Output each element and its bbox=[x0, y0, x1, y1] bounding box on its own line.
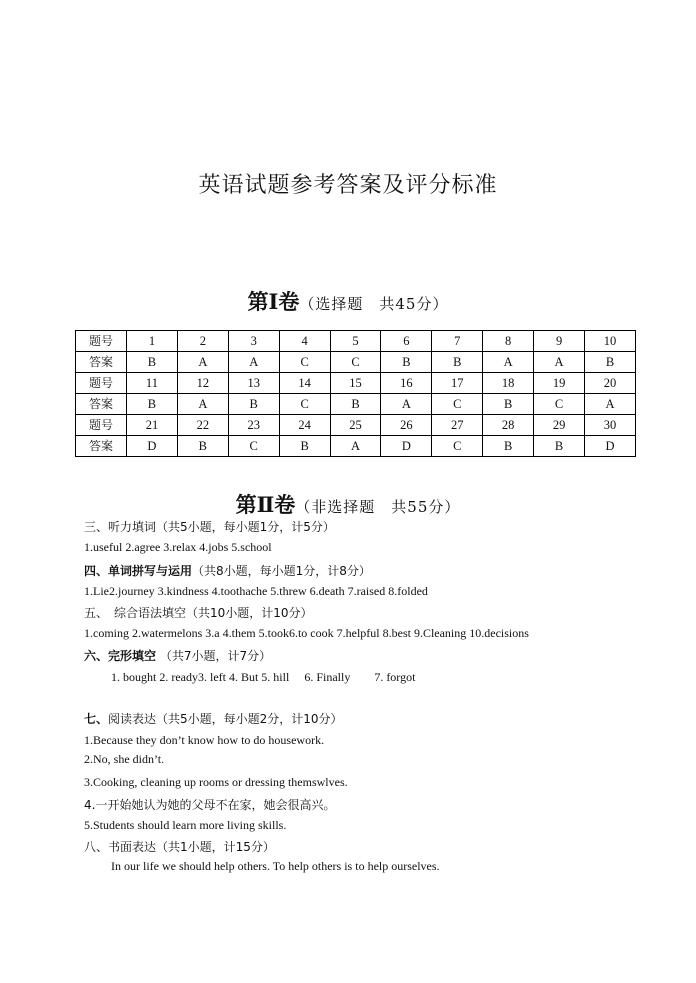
table-row bbox=[76, 394, 636, 415]
section-6-answers: 1. bought 2. ready3. left 4. But 5. hill 6. Finally 7. forgot bbox=[111, 670, 416, 684]
table-cell: 21 bbox=[127, 415, 178, 436]
table-cell: 24 bbox=[279, 415, 330, 436]
table-cell: 7 bbox=[432, 331, 483, 352]
table-cell: 3 bbox=[228, 331, 279, 352]
table-cell: C bbox=[432, 436, 483, 457]
table-row bbox=[76, 436, 636, 457]
table-cell: 28 bbox=[483, 415, 534, 436]
table-cell: D bbox=[381, 436, 432, 457]
table-cell: 20 bbox=[585, 373, 636, 394]
table-cell: B bbox=[381, 352, 432, 373]
table-cell: 2 bbox=[177, 331, 228, 352]
table-cell: D bbox=[127, 436, 178, 457]
table-cell: 1 bbox=[127, 331, 178, 352]
section-7-answer-4: 4.一开始她认为她的父母不在家，她会很高兴。 bbox=[84, 798, 336, 812]
table-cell: B bbox=[534, 436, 585, 457]
table-cell: A bbox=[228, 352, 279, 373]
table-cell: B bbox=[127, 352, 178, 373]
answer-table bbox=[75, 330, 636, 457]
section-3-heading: 三、听力填词（共5小题，每小题1分，计5分） bbox=[84, 520, 335, 534]
table-cell: 11 bbox=[127, 373, 178, 394]
table-cell: C bbox=[228, 436, 279, 457]
table-row bbox=[76, 373, 636, 394]
row-label: 答案 bbox=[76, 352, 127, 373]
table-cell: 14 bbox=[279, 373, 330, 394]
table-cell: B bbox=[228, 394, 279, 415]
table-cell: C bbox=[330, 352, 381, 373]
row-label: 答案 bbox=[76, 394, 127, 415]
table-row bbox=[76, 331, 636, 352]
table-cell: 27 bbox=[432, 415, 483, 436]
table-cell: 16 bbox=[381, 373, 432, 394]
row-label: 题号 bbox=[76, 415, 127, 436]
table-cell: 22 bbox=[177, 415, 228, 436]
table-cell: B bbox=[279, 436, 330, 457]
part1-note: （选择题 共45分） bbox=[299, 295, 449, 313]
row-label: 答案 bbox=[76, 436, 127, 457]
part1-heading bbox=[0, 286, 696, 316]
section-7-answer-3: 3.Cooking, cleaning up rooms or dressing themswlves. bbox=[84, 775, 348, 789]
section-5-heading: 五、 综合语法填空（共10小题，计10分） bbox=[84, 606, 313, 620]
table-row bbox=[76, 415, 636, 436]
section-7-heading bbox=[84, 710, 343, 727]
table-cell: 26 bbox=[381, 415, 432, 436]
section-3-answers: 1.useful 2.agree 3.relax 4.jobs 5.school bbox=[84, 540, 272, 554]
table-cell: A bbox=[177, 352, 228, 373]
table-cell: B bbox=[330, 394, 381, 415]
table-cell: 13 bbox=[228, 373, 279, 394]
table-cell: 25 bbox=[330, 415, 381, 436]
section-4-answers: 1.Lie2.journey 3.kindness 4.toothache 5.threw 6.death 7.raised 8.folded bbox=[84, 584, 428, 598]
section-4-heading-text: （共8小题，每小题1分，计8分） bbox=[192, 564, 371, 578]
section-6-heading bbox=[84, 647, 271, 664]
table-cell: 12 bbox=[177, 373, 228, 394]
table-cell: B bbox=[483, 436, 534, 457]
table-cell: 5 bbox=[330, 331, 381, 352]
table-cell: 15 bbox=[330, 373, 381, 394]
section-4-number: 四、单词拼写与运用 bbox=[84, 564, 193, 578]
table-cell: 8 bbox=[483, 331, 534, 352]
table-cell: 17 bbox=[432, 373, 483, 394]
section-8-answer: In our life we should help others. To help others is to help ourselves. bbox=[111, 859, 440, 873]
part2-heading bbox=[0, 489, 696, 519]
table-cell: 4 bbox=[279, 331, 330, 352]
table-cell: B bbox=[585, 352, 636, 373]
section-7-answer-2: 2.No, she didn’t. bbox=[84, 752, 165, 766]
table-cell: 6 bbox=[381, 331, 432, 352]
section-8-heading: 八、书面表达（共1小题，计15分） bbox=[84, 840, 275, 854]
part1-title: 第Ⅰ卷 bbox=[247, 289, 300, 314]
section-6-heading-text: （共7小题，计7分） bbox=[156, 649, 272, 663]
table-cell: B bbox=[483, 394, 534, 415]
section-7-heading-text: 阅读表达（共5小题，每小题2分，计10分） bbox=[108, 712, 343, 726]
table-cell: 30 bbox=[585, 415, 636, 436]
table-cell: A bbox=[381, 394, 432, 415]
table-cell: C bbox=[279, 352, 330, 373]
part2-note: （非选择题 共55分） bbox=[295, 498, 461, 516]
table-cell: A bbox=[330, 436, 381, 457]
table-cell: C bbox=[432, 394, 483, 415]
table-cell: B bbox=[177, 436, 228, 457]
table-cell: A bbox=[177, 394, 228, 415]
page-title: 英语试题参考答案及评分标准 bbox=[198, 173, 498, 198]
part2-title: 第Ⅱ卷 bbox=[235, 492, 296, 517]
section-4-heading bbox=[84, 562, 371, 579]
section-7-answer-5: 5.Students should learn more living skills. bbox=[84, 818, 287, 832]
table-cell: B bbox=[127, 394, 178, 415]
table-cell: 23 bbox=[228, 415, 279, 436]
section-6-number: 六、完形填空 bbox=[84, 649, 157, 663]
section-5-answers: 1.coming 2.watermelons 3.a 4.them 5.took6.to cook 7.helpful 8.best 9.Cleaning 10.decisions bbox=[84, 626, 529, 640]
row-label: 题号 bbox=[76, 373, 127, 394]
table-cell: C bbox=[534, 394, 585, 415]
table-cell: D bbox=[585, 436, 636, 457]
table-cell: 29 bbox=[534, 415, 585, 436]
section-7-number: 七、 bbox=[84, 712, 109, 726]
table-cell: A bbox=[534, 352, 585, 373]
table-cell: 18 bbox=[483, 373, 534, 394]
table-cell: 10 bbox=[585, 331, 636, 352]
section-7-answer-1: 1.Because they don’t know how to do housework. bbox=[84, 733, 325, 747]
table-cell: 9 bbox=[534, 331, 585, 352]
table-cell: A bbox=[483, 352, 534, 373]
row-label: 题号 bbox=[76, 331, 127, 352]
table-cell: C bbox=[279, 394, 330, 415]
table-cell: A bbox=[585, 394, 636, 415]
table-cell: B bbox=[432, 352, 483, 373]
table-cell: 19 bbox=[534, 373, 585, 394]
table-row bbox=[76, 352, 636, 373]
